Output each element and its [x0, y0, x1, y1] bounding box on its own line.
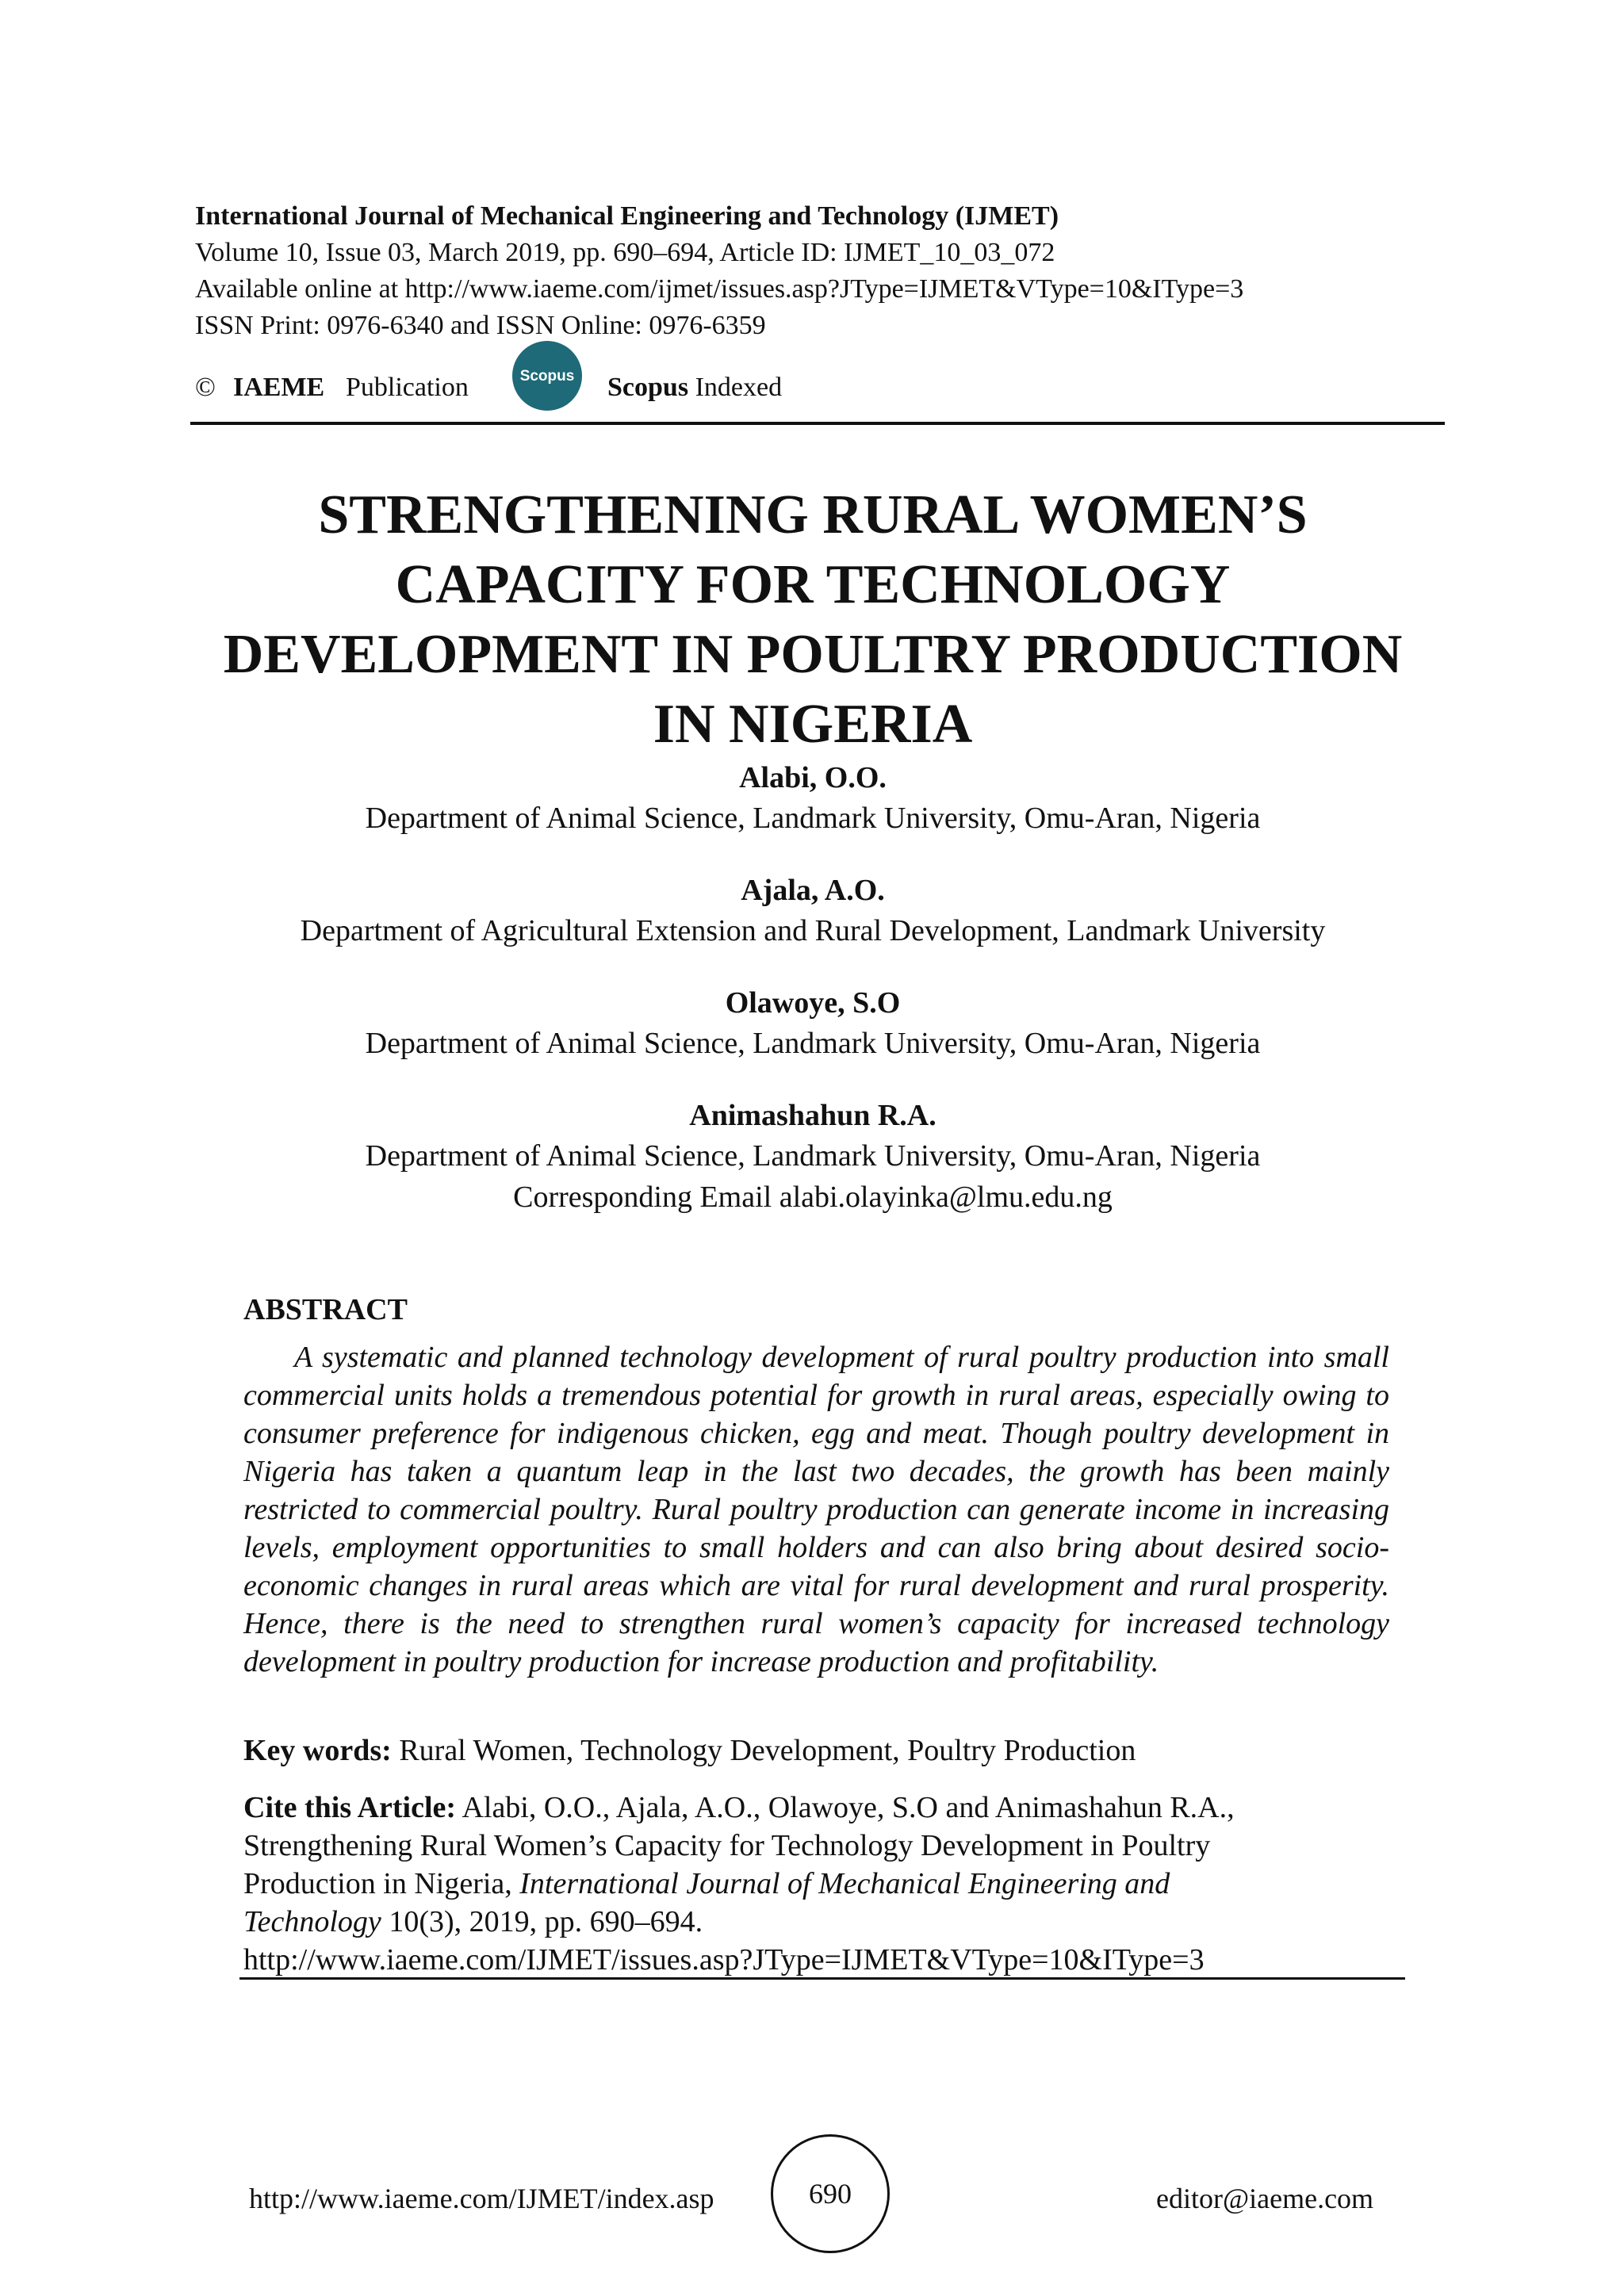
author-name: Olawoye, S.O — [725, 986, 901, 1020]
cite-journal: International Journal of Mechanical Engineering and — [519, 1867, 1170, 1900]
scopus-indexed — [607, 373, 782, 403]
publisher-name: IAEME — [233, 373, 325, 402]
copyright-symbol: © — [195, 373, 216, 402]
author-name: Ajala, A.O. — [741, 874, 885, 907]
journal-header — [195, 198, 1243, 344]
title-line: CAPACITY FOR TECHNOLOGY — [395, 554, 1231, 615]
scopus-label: Scopus — [607, 373, 689, 402]
available-online-line: Available online at http://www.iaeme.com/ijmet/issues.asp?JType=IJMET&VType=10&IType=3 — [195, 274, 1244, 304]
title-line: DEVELOPMENT IN POULTRY PRODUCTION — [223, 624, 1403, 685]
corresponding-email[interactable]: Corresponding Email alabi.olayinka@lmu.edu.ng — [513, 1181, 1113, 1214]
cite-this-article — [243, 1789, 1393, 1979]
author-name: Alabi, O.O. — [739, 761, 887, 794]
cite-journal-end: Technology — [243, 1905, 381, 1938]
cite-title: Strengthening Rural Women’s Capacity for Technology Development in Poultry — [243, 1829, 1211, 1862]
scopus-logo-text: Scopus — [519, 368, 575, 385]
author-list — [79, 758, 1546, 1218]
author-affiliation: Department of Animal Science, Landmark University, Omu-Aran, Nigeria — [365, 1027, 1261, 1060]
paper-title — [159, 480, 1467, 760]
author-affiliation: Department of Animal Science, Landmark University, Omu-Aran, Nigeria — [365, 802, 1261, 835]
author-entry — [79, 1096, 1546, 1177]
abstract-text: A systematic and planned technology development of rural poultry production into small commercial units holds a tremendous potential for growth in rural areas, especially owing to consumer preference for indigenous chicken, egg and meat. Though poultry development in Nigeria has taken a quantum leap in the last two decades, the growth has been mainly restricted to commercial poultry. Rural poultry production can generate income in increasing levels, employment opportunities to small holders and can also bring about desired socio-economic changes in rural areas which are vital for rural development and rural prosperity. Hence, there is the need to strengthen rural women’s capacity for increased technology development in poultry production for increase production and profitability. — [243, 1341, 1389, 1678]
cite-divider — [239, 1977, 1405, 1980]
cite-volume-pages: 10(3), 2019, pp. 690–694. — [389, 1905, 703, 1938]
cite-label: Cite this Article: — [243, 1791, 457, 1824]
author-entry — [79, 871, 1546, 951]
volume-line: Volume 10, Issue 03, March 2019, pp. 690–694, Article ID: IJMET_10_03_072 — [195, 238, 1055, 267]
keywords — [243, 1733, 1136, 1768]
title-line: IN NIGERIA — [653, 694, 973, 755]
scopus-logo-icon — [511, 339, 584, 412]
author-affiliation: Department of Agricultural Extension and Rural Development, Landmark University — [300, 914, 1326, 947]
publication-label: Publication — [346, 373, 469, 402]
author-affiliation: Department of Animal Science, Landmark University, Omu-Aran, Nigeria — [365, 1139, 1261, 1173]
abstract-heading: ABSTRACT — [243, 1293, 408, 1326]
title-line: STRENGTHENING RURAL WOMEN’S — [318, 484, 1308, 545]
footer-url-link[interactable]: http://www.iaeme.com/IJMET/index.asp — [249, 2183, 714, 2214]
issn-line: ISSN Print: 0976-6340 and ISSN Online: 0976-6359 — [195, 311, 766, 340]
footer-email-link[interactable]: editor@iaeme.com — [1156, 2183, 1374, 2214]
indexed-label: Indexed — [695, 373, 783, 402]
author-entry — [79, 983, 1546, 1064]
cite-title-end: Production in Nigeria, — [243, 1867, 512, 1900]
cite-authors: Alabi, O.O., Ajala, A.O., Olawoye, S.O and Animashahun R.A., — [462, 1791, 1235, 1824]
journal-title: International Journal of Mechanical Engineering and Technology (IJMET) — [195, 201, 1059, 231]
cite-url-link[interactable]: http://www.iaeme.com/IJMET/issues.asp?JType=IJMET&VType=10&IType=3 — [243, 1943, 1205, 1976]
header-divider — [190, 422, 1445, 425]
author-entry — [79, 758, 1546, 839]
keywords-label: Key words: — [243, 1734, 392, 1767]
page-number: 690 — [771, 2134, 890, 2253]
author-name: Animashahun R.A. — [689, 1099, 936, 1132]
keywords-value: Rural Women, Technology Development, Poultry Production — [399, 1734, 1136, 1767]
